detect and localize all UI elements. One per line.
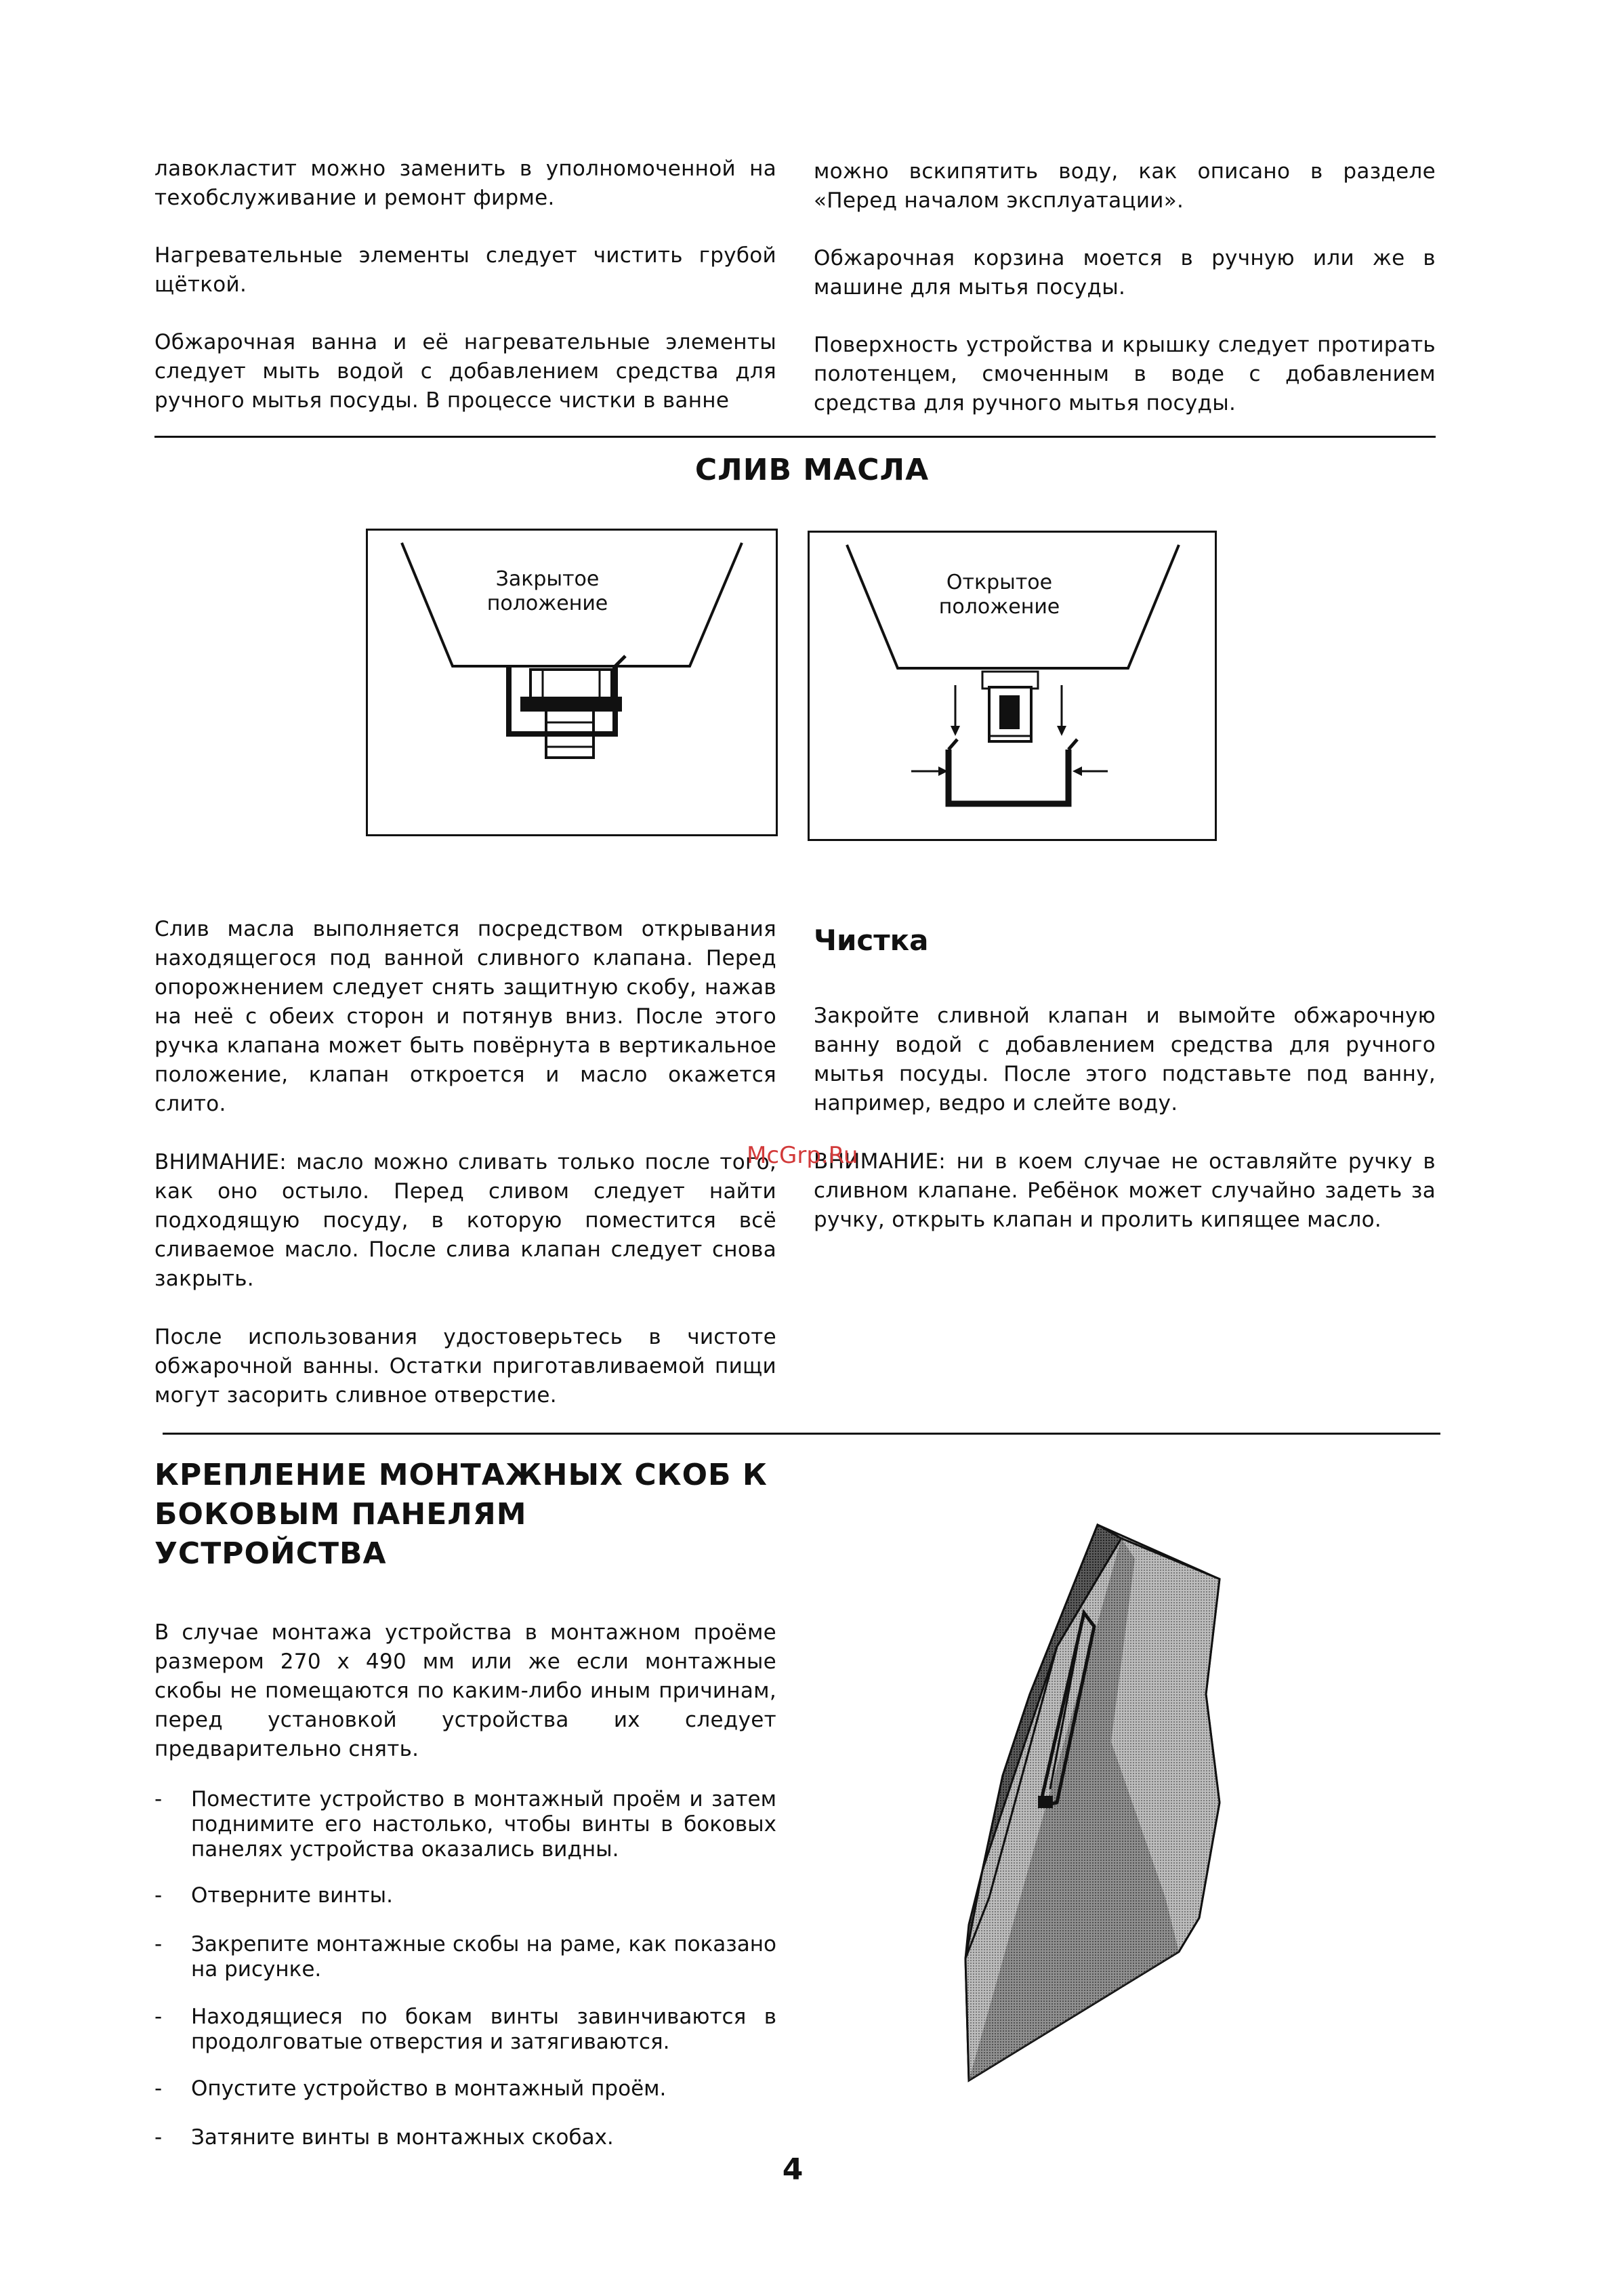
list-item-text: Поместите устройство в монтажный проём и затем поднимите его настолько, чтобы винты в боковых панелях устройства оказались видны. <box>191 1787 776 1862</box>
paragraph: Обжарочная корзина моется в ручную или же в машине для мытья посуды. <box>814 246 1436 300</box>
cleaning-column <box>814 1002 1436 1235</box>
oil-drain-left-column <box>154 915 776 1410</box>
title-line: БОКОВЫМ ПАНЕЛЯМ <box>154 1497 527 1532</box>
list-item-text: Отверните винты. <box>191 1883 393 1908</box>
section-title: СЛИВ МАСЛА <box>694 453 930 487</box>
figure-closed-position <box>366 529 778 836</box>
paragraph: Слив масла выполняется посредством открывания находящегося под ванной сливного клапана. Перед опорожнением следует снять защитную скобу, нажав на неё с обеих сторон и потянув вниз. После этого ручка клапана может быть повёрнута в вертикальное положение, клапан откроется и масло окажется слито. <box>154 917 776 1116</box>
paragraph: можно вскипятить воду, как описано в разделе «Перед началом эксплуатации». <box>814 159 1436 213</box>
mounting-bracket-illustration <box>962 1518 1247 2087</box>
top-right-column <box>814 157 1436 418</box>
paragraph: В случае монтажа устройства в монтажном проёме размером 270 x 490 мм или же если монтажные скобы не помещаются по каким-либо иным причинам, перед установкой устройства их следует предварительно снять. <box>154 1620 776 1761</box>
title-line: УСТРОЙСТВА <box>154 1536 387 1571</box>
dash-marker: - <box>154 2125 163 2150</box>
figure-open-position <box>808 531 1217 841</box>
list-item-text: Затяните винты в монтажных скобах. <box>191 2125 614 2150</box>
list-item <box>154 2125 776 2150</box>
top-left-column <box>154 155 776 415</box>
paragraph: Поверхность устройства и крышку следует протирать полотенцем, смоченным в воде с добавлением средства для ручного мытья посуды. <box>814 333 1436 415</box>
dash-marker: - <box>154 2076 163 2101</box>
list-item-text: Опустите устройство в монтажный проём. <box>191 2076 667 2101</box>
list-item <box>154 1787 776 1862</box>
label-line: Закрытое <box>495 567 600 591</box>
label-line: положение <box>938 595 1060 619</box>
divider <box>154 436 1436 438</box>
list-item <box>154 2076 776 2102</box>
label-line: Открытое <box>946 571 1053 594</box>
paragraph: После использования удостоверьтесь в чистоте обжарочной ванны. Остатки приготавливаемой пищи могут засорить сливное отверстие. <box>154 1325 776 1408</box>
watermark: McGrp.Ru <box>747 1142 858 1169</box>
list-item-text: Закрепите монтажные скобы на раме, как показано на рисунке. <box>191 1932 776 1982</box>
page-number: 4 <box>782 2152 804 2187</box>
dash-marker: - <box>154 2005 163 2029</box>
figure-label <box>911 571 1087 619</box>
paragraph: Закройте сливной клапан и вымойте обжарочную ванну водой с добавлением средства для ручного мытья посуды. После этого подставьте под ванну, например, ведро и слейте воду. <box>814 1004 1436 1115</box>
figure-label <box>459 567 636 616</box>
mounting-intro <box>154 1618 776 1764</box>
divider <box>163 1433 1440 1435</box>
dash-marker: - <box>154 1883 163 1908</box>
paragraph: Обжарочная ванна и её нагревательные элементы следует мыть водой с добавлением средства для ручного мытья посуды. В процессе чистки в ванне <box>154 330 776 413</box>
list-item <box>154 2005 776 2055</box>
list-item <box>154 1883 776 1908</box>
list-item <box>154 1932 776 1982</box>
mounting-title <box>154 1456 805 1574</box>
paragraph: ВНИМАНИЕ: масло можно сливать только после того, как оно остыло. Перед сливом следует найти подходящую посуду, в которую поместится всё сливаемое масло. После слива клапан следует снова закрыть. <box>154 1150 776 1291</box>
dash-marker: - <box>154 1787 163 1811</box>
label-line: положение <box>486 592 608 615</box>
paragraph: Нагревательные элементы следует чистить грубой щёткой. <box>154 243 776 297</box>
paragraph: ВНИМАНИЕ: ни в коем случае не оставляйте ручку в сливном клапане. Ребёнок может случайно задеть за ручку, открыть клапан и пролить кипящее масло. <box>814 1149 1436 1232</box>
title-line: КРЕПЛЕНИЕ МОНТАЖНЫХ СКОБ К <box>154 1458 768 1492</box>
list-item-text: Находящиеся по бокам винты завинчиваются в продолговатые отверстия и затягиваются. <box>191 2005 776 2054</box>
paragraph: лавокластит можно заменить в уполномоченной на техобслуживание и ремонт фирме. <box>154 157 776 210</box>
cleaning-heading: Чистка <box>814 924 929 957</box>
dash-marker: - <box>154 1932 163 1956</box>
